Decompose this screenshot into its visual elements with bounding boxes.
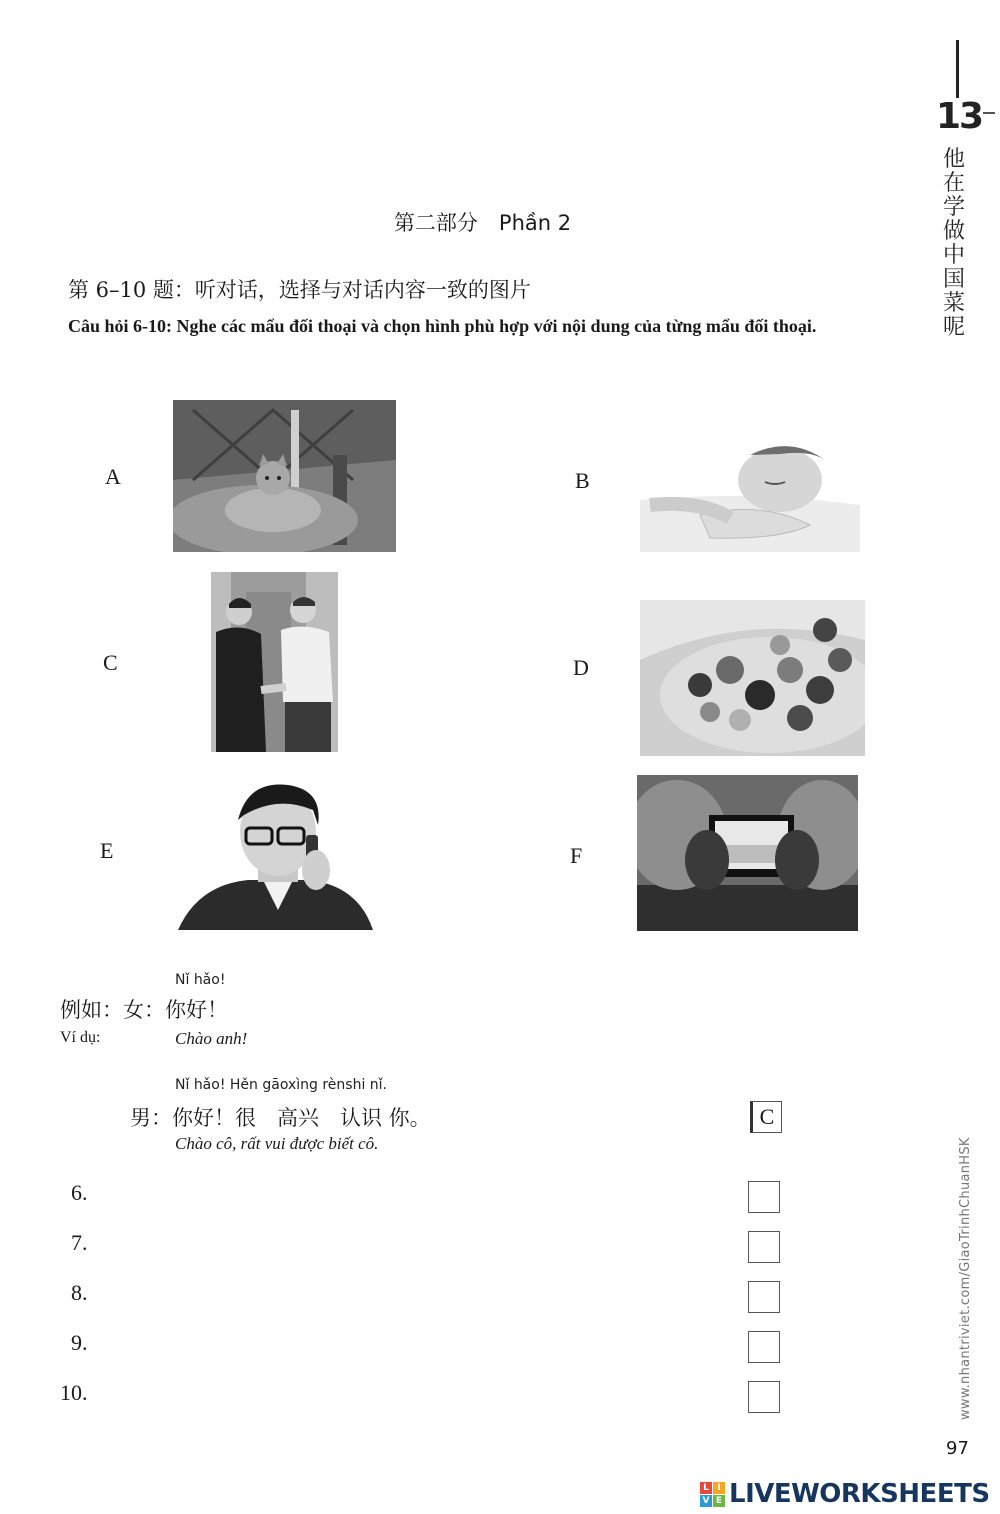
lesson-title-char: 国	[942, 267, 965, 292]
lesson-number: 13	[936, 96, 983, 137]
handshake-photo	[211, 572, 338, 752]
answer-box-10[interactable]	[748, 1381, 780, 1413]
lesson-title-char: 学	[942, 195, 965, 220]
example-woman-speaker: 女：	[123, 998, 165, 1022]
answer-box-9[interactable]	[748, 1331, 780, 1363]
logo-tile: I	[713, 1482, 725, 1494]
watching-tv-photo	[637, 775, 858, 931]
instruction-vietnamese: Câu hỏi 6-10: Nghe các mẩu đối thoại và chọn hình phù hợp với nội dung của từng mẩu đối thoại.	[68, 316, 817, 336]
logo-tile: V	[700, 1495, 712, 1507]
example-label: 例如：	[60, 998, 123, 1022]
question-number: 6.	[71, 1180, 88, 1205]
example-woman-vietnamese: Chào anh!	[175, 1029, 248, 1048]
lesson-title	[941, 148, 967, 340]
instruction-chinese: 第 6–10 题：听对话，选择与对话内容一致的图片	[68, 278, 531, 302]
option-letter-c: C	[103, 650, 118, 675]
example-woman-chinese: 你好！	[165, 998, 228, 1022]
lesson-title-char: 菜	[942, 291, 965, 316]
answer-box-6[interactable]	[748, 1181, 780, 1213]
option-letter-a: A	[105, 464, 121, 489]
lesson-title-char: 在	[942, 171, 965, 196]
example-man-chinese: 你好！很 高兴 认识 你。	[172, 1106, 431, 1130]
lesson-title-char: 做	[942, 219, 965, 244]
cat-on-chair-photo	[173, 400, 396, 552]
option-letter-e: E	[100, 838, 114, 863]
answer-box-8[interactable]	[748, 1281, 780, 1313]
lesson-dash	[983, 112, 995, 114]
food-dish-photo	[640, 600, 865, 756]
answer-box-7[interactable]	[748, 1231, 780, 1263]
lesson-title-char: 他	[942, 147, 965, 172]
question-number: 10.	[60, 1380, 88, 1405]
example-label-vietnamese: Ví dụ:	[60, 1029, 101, 1046]
man-on-phone-photo	[178, 780, 373, 930]
logo-text: LIVEWORKSHEETS	[729, 1479, 990, 1509]
section-title: 第二部分 Phần 2	[393, 211, 572, 235]
lesson-title-char: 呢	[942, 315, 965, 340]
side-divider	[956, 40, 959, 98]
example-woman-pinyin: Nǐ hǎo!	[175, 972, 226, 988]
liveworksheets-logo[interactable]	[700, 1479, 990, 1509]
example-answer-box: C	[750, 1101, 782, 1133]
logo-tiles-icon	[700, 1482, 725, 1507]
example-man-pinyin: Nǐ hǎo! Hěn gāoxìng rènshi nǐ.	[175, 1077, 387, 1093]
lesson-title-char: 中	[942, 243, 965, 268]
option-letter-d: D	[573, 655, 589, 680]
logo-tile: E	[713, 1495, 725, 1507]
question-number: 7.	[71, 1230, 88, 1255]
page-number: 97	[946, 1438, 969, 1459]
question-number: 9.	[71, 1330, 88, 1355]
logo-tile: L	[700, 1482, 712, 1494]
option-letter-b: B	[575, 468, 590, 493]
publisher-watermark: www.nhantriviet.com/GiaoTrinhChuanHSK	[958, 1137, 973, 1420]
example-man-vietnamese: Chào cô, rất vui được biết cô.	[175, 1134, 379, 1153]
sleeping-person-photo	[640, 430, 860, 552]
example-man-speaker: 男：	[130, 1106, 172, 1130]
option-letter-f: F	[570, 843, 583, 868]
question-number: 8.	[71, 1280, 88, 1305]
